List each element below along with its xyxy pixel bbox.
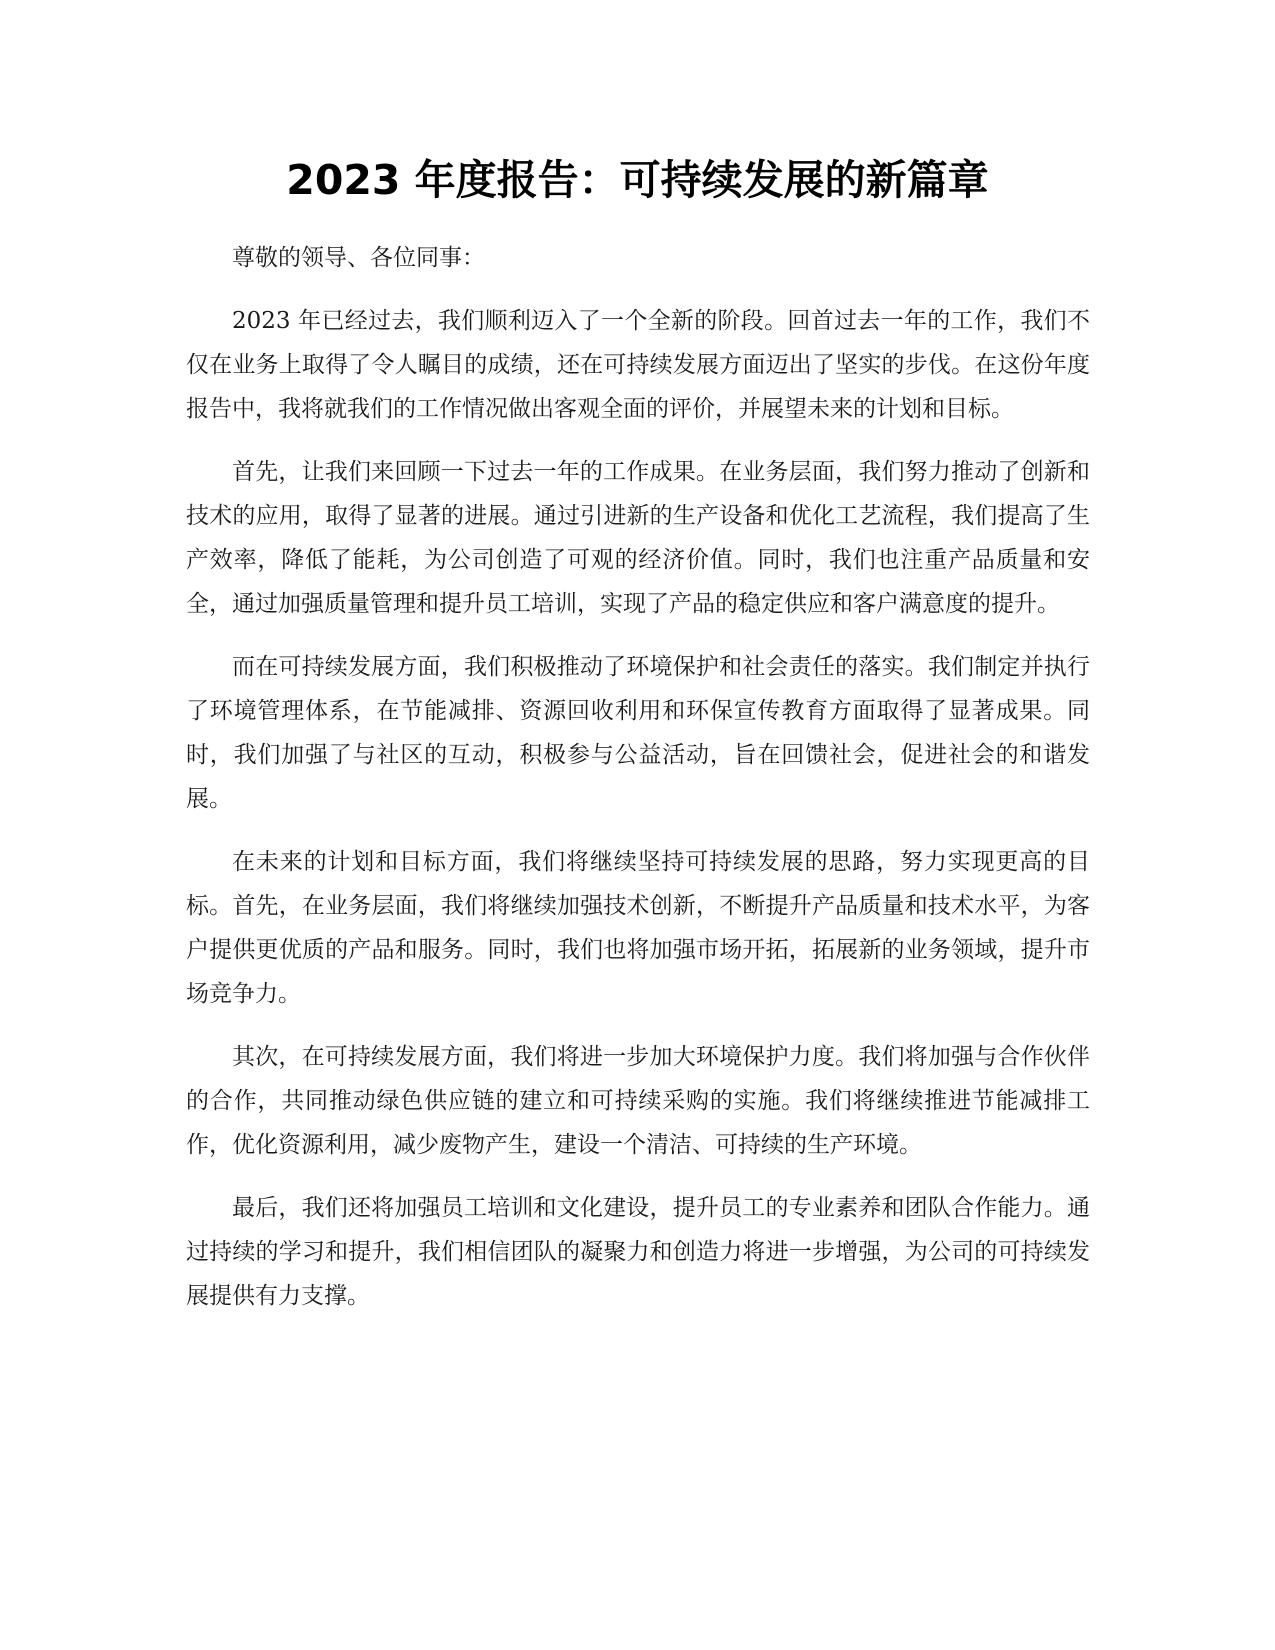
document-body bbox=[186, 236, 1090, 1337]
paragraph-2: 首先，让我们来回顾一下过去一年的工作成果。在业务层面，我们努力推动了创新和技术的应用，取得了显著的进展。通过引进新的生产设备和优化工艺流程，我们提高了生产效率，降低了能耗，为公司创造了可观的经济价值。同时，我们也注重产品质量和安全，通过加强质量管理和提升员工培训，实现了产品的稳定供应和客户满意度的提升。 bbox=[186, 459, 1090, 617]
paragraph-6: 最后，我们还将加强员工培训和文化建设，提升员工的专业素养和团队合作能力。通过持续的学习和提升，我们相信团队的凝聚力和创造力将进一步增强，为公司的可持续发展提供有力支撑。 bbox=[186, 1195, 1090, 1309]
paragraph-5: 其次，在可持续发展方面，我们将进一步加大环境保护力度。我们将加强与合作伙伴的合作，共同推动绿色供应链的建立和可持续采购的实施。我们将继续推进节能减排工作，优化资源利用，减少废物产生，建设一个清洁、可持续的生产环境。 bbox=[186, 1044, 1090, 1158]
paragraph-4: 在未来的计划和目标方面，我们将继续坚持可持续发展的思路，努力实现更高的目标。首先，在业务层面，我们将继续加强技术创新，不断提升产品质量和技术水平，为客户提供更优质的产品和服务。同时，我们也将加强市场开拓，拓展新的业务领域，提升市场竞争力。 bbox=[186, 849, 1090, 1007]
salutation: 尊敬的领导、各位同事： bbox=[232, 245, 485, 271]
document-title: 2023 年度报告：可持续发展的新篇章 bbox=[286, 156, 989, 204]
paragraph-1: 2023 年已经过去，我们顺利迈入了一个全新的阶段。回首过去一年的工作，我们不仅在业务上取得了令人瞩目的成绩，还在可持续发展方面迈出了坚实的步伐。在这份年度报告中，我将就我们的工作情况做出客观全面的评价，并展望未来的计划和目标。 bbox=[186, 308, 1090, 422]
paragraph-3: 而在可持续发展方面，我们积极推动了环境保护和社会责任的落实。我们制定并执行了环境管理体系，在节能减排、资源回收利用和环保宣传教育方面取得了显著成果。同时，我们加强了与社区的互动，积极参与公益活动，旨在回馈社会，促进社会的和谐发展。 bbox=[186, 654, 1090, 812]
